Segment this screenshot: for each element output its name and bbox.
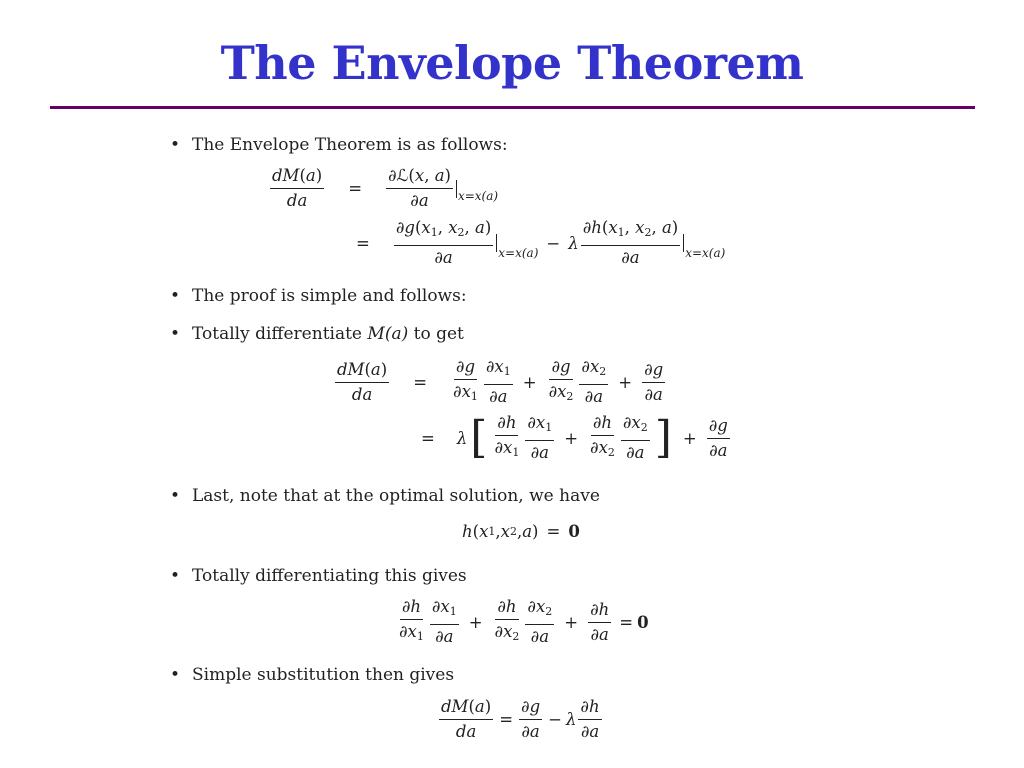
equation-total-differential-line-1: $\frac{dM(a)}{da}$ = $\frac{\partial g}{\partial x_1}$ $\frac{\partial x_1}{\partial a}$ + $\frac{\partial g}{\partial x_2}$ $\frac{\partial x_2}{\partial a}$ + $\frac{\partial g}{\partial a}$	[337, 357, 664, 406]
bullet-icon: •	[170, 665, 181, 685]
bullet-text: Totally differentiate	[192, 324, 368, 344]
equation-result-line: $\frac{dM(a)}{da}$ = $\frac{\partial g}{\partial a}$ − λ $\frac{\partial h}{\partial a}$	[441, 697, 600, 741]
bullet-total-differentiate	[170, 324, 464, 344]
bullet-proof-intro	[170, 286, 467, 306]
bullet-text: The proof is simple and follows:	[192, 286, 467, 306]
fraction: $\frac{\text{∂ℒ(x, a)}}{\partial a}$	[388, 166, 451, 210]
equation-constraint-differential-line: $\frac{\partial h}{\partial x_1}$ $\frac{\partial x_1}{\partial a}$ + $\frac{\partial h}{\partial x_2}$ $\frac{\partial x_2}{\partial a}$ + $\frac{\partial h}{\partial a}$ = 0	[399, 597, 649, 646]
bullet-math: M(a)	[367, 324, 409, 344]
equation-envelope-line-1: $\frac{dM(a)}{da}$ = $\frac{\text{∂ℒ(x, a)}}{\partial a}$ x=x(a)	[272, 166, 499, 210]
bullet-icon: •	[170, 135, 181, 155]
bullet-text: The Envelope Theorem is as follows:	[192, 135, 508, 155]
bullet-text: Simple substitution then gives	[192, 665, 455, 685]
slide-title: The Envelope Theorem	[220, 36, 804, 90]
equation-envelope-line-2: = $\frac{\partial g(x_1, x_2, a)}{\partial a}$ x=x(a) − λ $\frac{\partial h(x_1, x_2, a)}{\partial a}$ x=x(a)	[356, 218, 726, 267]
bullet-icon: •	[170, 324, 181, 344]
bullet-text: to get	[408, 324, 464, 344]
bullet-optimal-solution	[170, 486, 600, 506]
bullet-icon: •	[170, 286, 181, 306]
bullet-icon: •	[170, 566, 181, 586]
bullet-icon: •	[170, 486, 181, 506]
fraction: $\frac{dM(a)}{da}$	[272, 166, 323, 210]
equation-total-differential-line-2: = λ [ $\frac{\partial h}{\partial x_1}$ $\frac{\partial x_1}{\partial a}$ + $\frac{\partial h}{\partial x_2}$ $\frac{\partial x_2}{\partial a}$ ] + $\frac{\partial g}{\partial a}$	[421, 412, 728, 463]
bullet-differentiate-constraint	[170, 566, 467, 586]
bullet-substitution	[170, 665, 454, 685]
equation-constraint-line: h ( x 1 , x 2 , a ) = 0	[462, 522, 580, 541]
bullet-text: Totally differentiating this gives	[192, 566, 467, 586]
bullet-text: Last, note that at the optimal solution, we have	[192, 486, 600, 506]
title-divider	[50, 106, 975, 109]
bullet-envelope-statement	[170, 135, 508, 155]
